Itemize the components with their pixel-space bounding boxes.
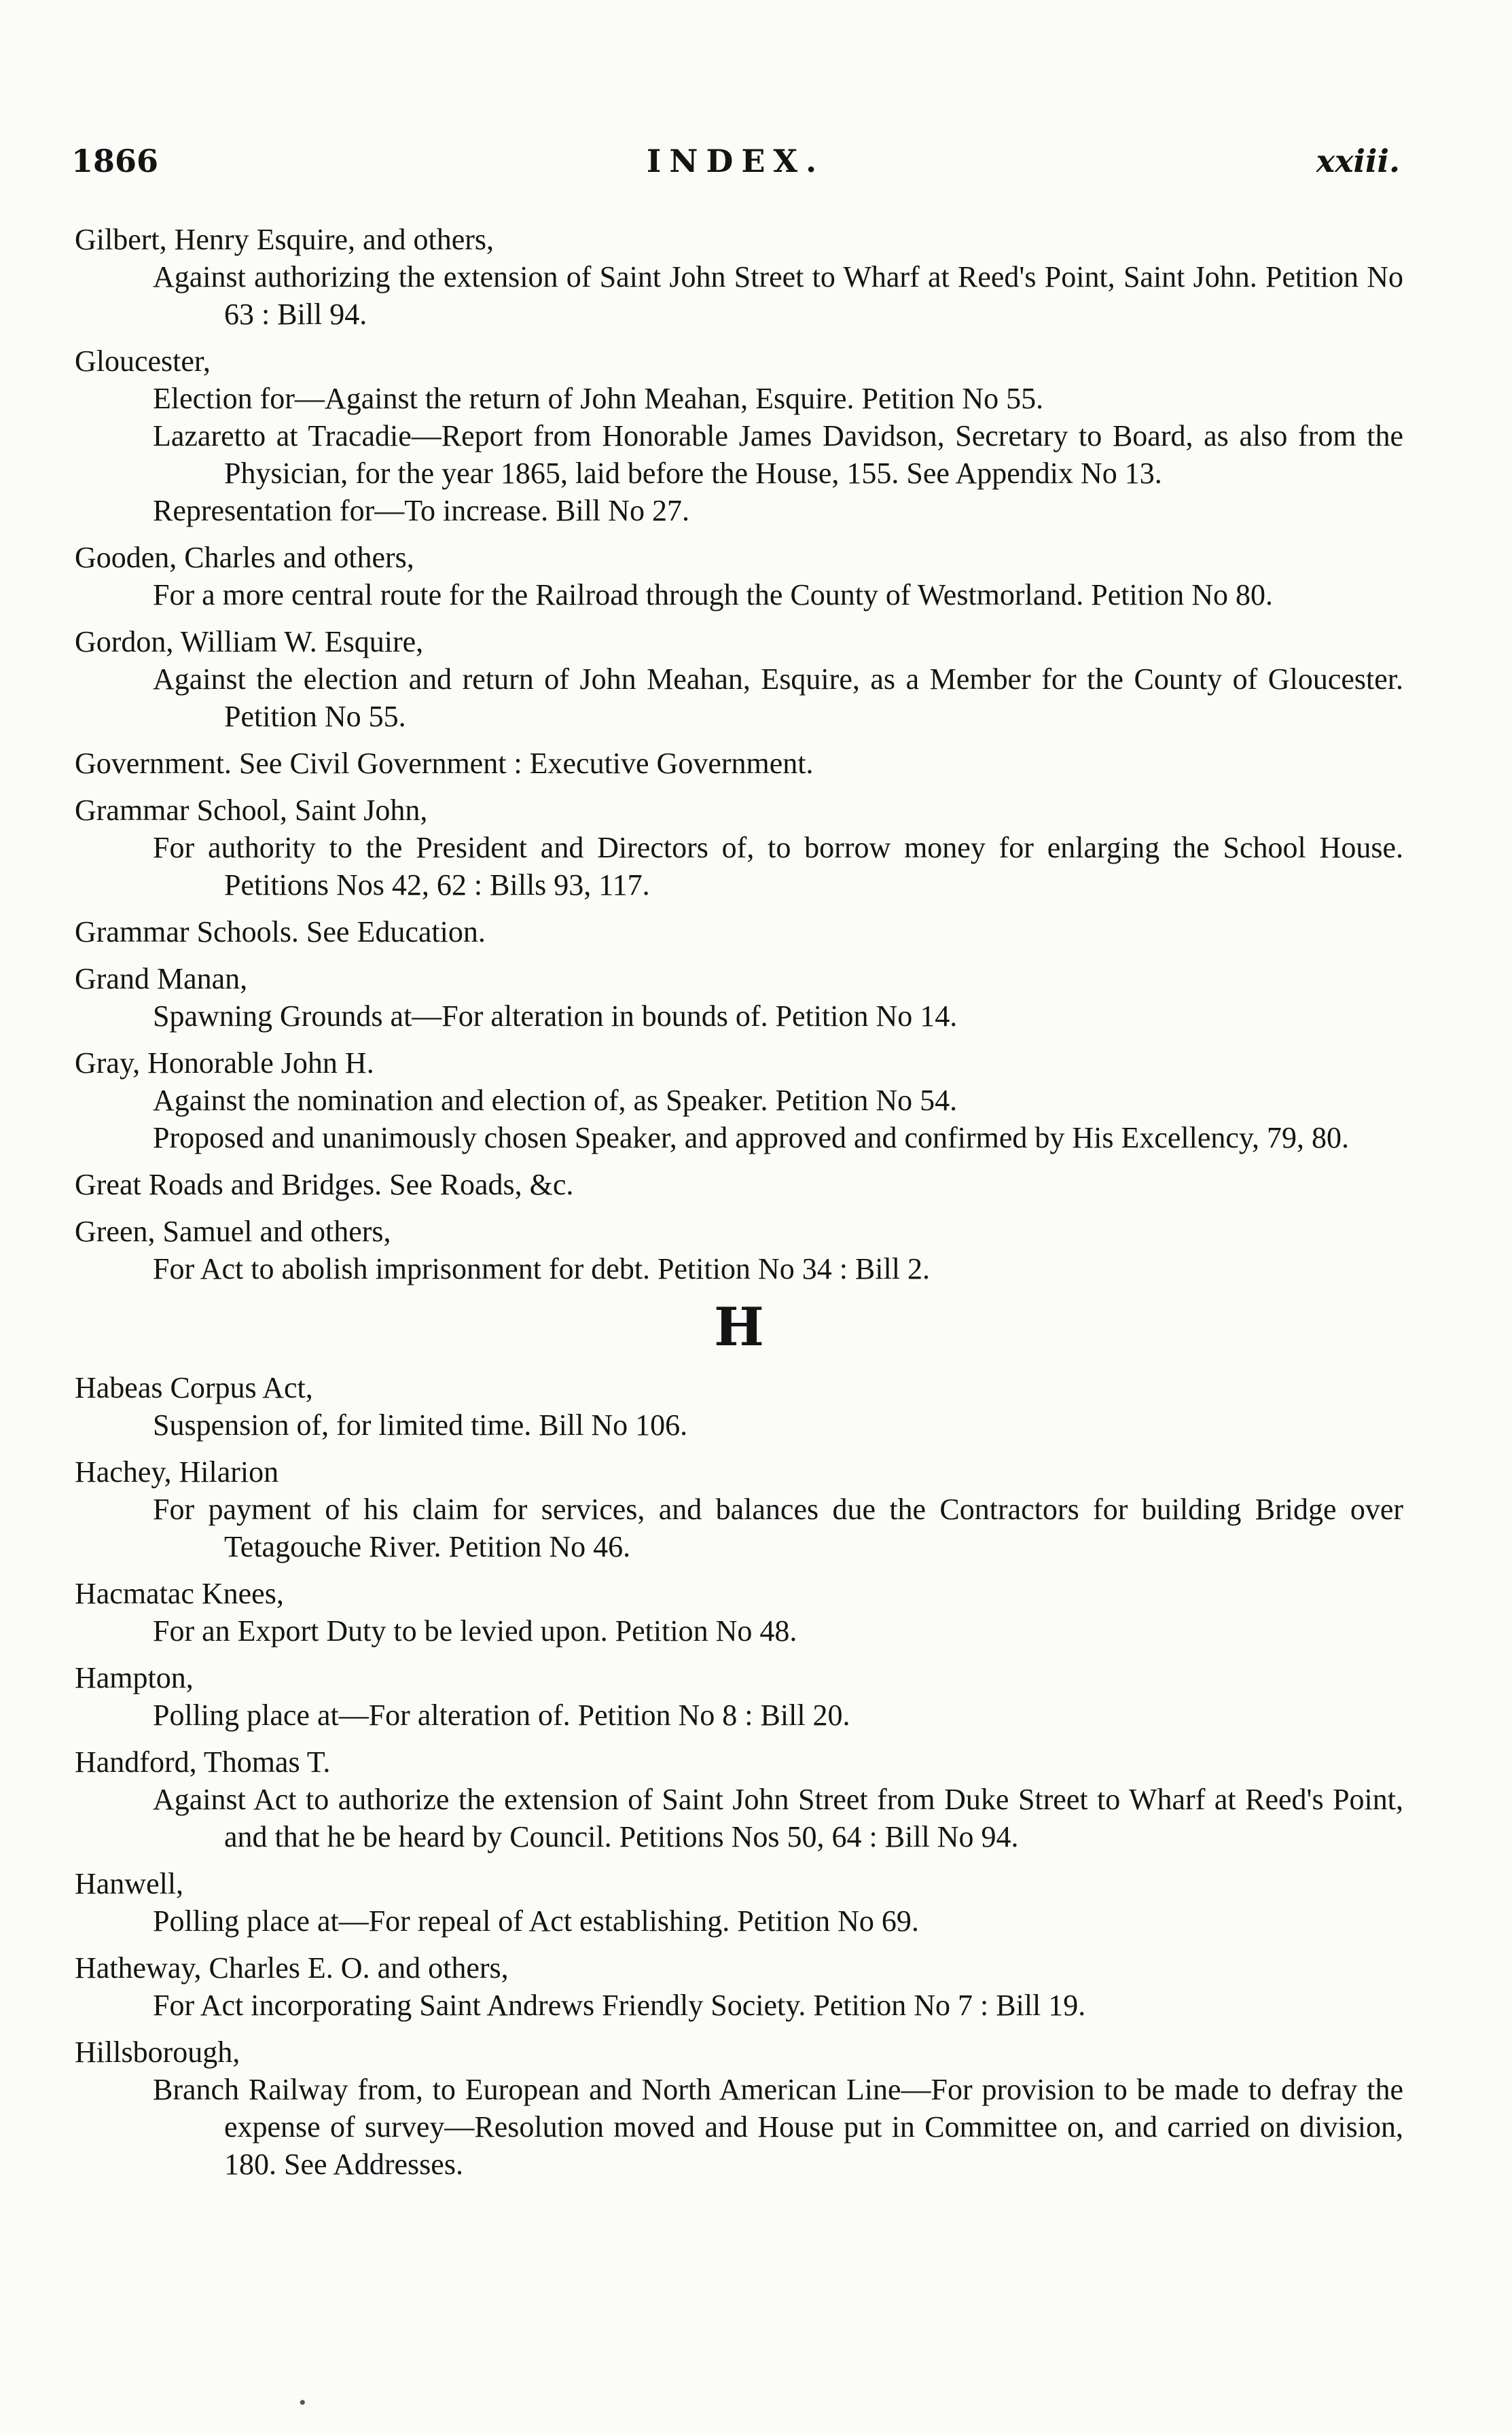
entry-subitem: Polling place at—For alteration of. Petition No 8 : Bill 20. <box>153 1699 850 1732</box>
entry-subitem: For authority to the President and Directors of, to borrow money for enlarging the School House. Petitions Nos 42, 62 : Bills 93, 117. <box>153 831 1403 902</box>
entry-heading: Government. See Civil Government : Executive Government. <box>75 747 814 780</box>
decorative-dots: • <box>299 2392 306 2414</box>
index-entry <box>75 1453 1403 1565</box>
entry-heading: Gilbert, Henry Esquire, and others, <box>75 223 494 256</box>
entry-subitem: Branch Railway from, to European and North American Line—For provision to be made to defray the expense of survey—Resolution moved and House put in Committee on, and carried on division, 180. See Addresses. <box>153 2073 1403 2181</box>
index-entry <box>75 342 1403 529</box>
entry-subitem: Spawning Grounds at—For alteration in bounds of. Petition No 14. <box>153 999 958 1033</box>
index-entry <box>75 539 1403 614</box>
index-entry <box>75 1575 1403 1650</box>
entry-subitem: Against the nomination and election of, as Speaker. Petition No 54. <box>153 1084 958 1117</box>
entry-subitem: Polling place at—For repeal of Act establishing. Petition No 69. <box>153 1904 919 1938</box>
index-entry <box>75 1166 1403 1203</box>
entry-subitem: For an Export Duty to be levied upon. Petition No 48. <box>153 1614 797 1648</box>
entry-heading: Grammar Schools. See Education. <box>75 915 486 948</box>
index-entry <box>75 1743 1403 1855</box>
entry-subitem: Election for—Against the return of John Meahan, Esquire. Petition No 55. <box>153 382 1044 415</box>
entry-subitem: Against the election and return of John Meahan, Esquire, as a Member for the County of Gloucester. Petition No 55. <box>153 662 1403 733</box>
index-entry <box>75 1949 1403 2024</box>
entry-subitem: Representation for—To increase. Bill No 27. <box>153 494 689 527</box>
index-entry <box>75 1659 1403 1734</box>
entry-subitem: Proposed and unanimously chosen Speaker, and approved and confirmed by His Excellency, 79, 80. <box>153 1121 1350 1154</box>
entry-subitem: For Act to abolish imprisonment for debt. Petition No 34 : Bill 2. <box>153 1252 930 1285</box>
entry-heading: Hachey, Hilarion <box>75 1455 279 1489</box>
index-entry <box>75 1213 1403 1287</box>
entry-heading: Gray, Honorable John H. <box>75 1046 374 1080</box>
index-entry <box>75 913 1403 950</box>
entry-subitem: Lazaretto at Tracadie—Report from Honorable James Davidson, Secretary to Board, as also from the Physician, for the year 1865, laid before the House, 155. See Appendix No 13. <box>153 419 1403 490</box>
index-entries-g <box>75 221 1403 1287</box>
entry-heading: Gooden, Charles and others, <box>75 541 414 574</box>
index-body <box>75 221 1403 2192</box>
entry-heading: Gordon, William W. Esquire, <box>75 625 424 658</box>
entry-heading: Gloucester, <box>75 344 211 378</box>
entry-heading: Hatheway, Charles E. O. and others, <box>75 1951 509 1985</box>
index-entry <box>75 792 1403 904</box>
entry-heading: Hanwell, <box>75 1867 184 1900</box>
entry-subitem: Against authorizing the extension of Saint John Street to Wharf at Reed's Point, Saint John. Petition No 63 : Bill 94. <box>153 260 1403 331</box>
index-entry <box>75 960 1403 1035</box>
entry-heading: Habeas Corpus Act, <box>75 1371 313 1404</box>
page-header <box>71 143 1400 190</box>
entry-subitem: Suspension of, for limited time. Bill No 106. <box>153 1408 688 1442</box>
page-number: xxiii. <box>1316 143 1400 179</box>
entry-heading: Grammar School, Saint John, <box>75 794 428 827</box>
index-entry <box>75 1369 1403 1444</box>
section-letter-h: H <box>714 1296 764 1358</box>
page-title: INDEX. <box>646 143 825 179</box>
entry-subitem: For a more central route for the Railroad through the County of Westmorland. Petition No 80. <box>153 578 1273 611</box>
index-entry <box>75 623 1403 735</box>
index-entry <box>75 2033 1403 2183</box>
entry-subitem: For Act incorporating Saint Andrews Friendly Society. Petition No 7 : Bill 19. <box>153 1989 1086 2022</box>
entry-heading: Grand Manan, <box>75 962 248 995</box>
entry-heading: Great Roads and Bridges. See Roads, &c. <box>75 1168 574 1201</box>
index-entry <box>75 221 1403 333</box>
index-entry <box>75 1865 1403 1940</box>
index-entry <box>75 1044 1403 1156</box>
entry-heading: Handford, Thomas T. <box>75 1745 331 1779</box>
entry-heading: Green, Samuel and others, <box>75 1215 391 1248</box>
entry-subitem: Against Act to authorize the extension of Saint John Street from Duke Street to Wharf at Reed's Point, and that he be heard by Council. Petitions Nos 50, 64 : Bill No 94. <box>153 1783 1403 1853</box>
index-entry <box>75 745 1403 782</box>
entry-heading: Hacmatac Knees, <box>75 1577 284 1610</box>
index-entries-h <box>75 1369 1403 2183</box>
entry-heading: Hillsborough, <box>75 2036 240 2069</box>
page-year: 1866 <box>71 143 159 179</box>
entry-subitem: For payment of his claim for services, and balances due the Contractors for building Bridge over Tetagouche River. Petition No 46. <box>153 1493 1403 1563</box>
entry-heading: Hampton, <box>75 1661 194 1694</box>
